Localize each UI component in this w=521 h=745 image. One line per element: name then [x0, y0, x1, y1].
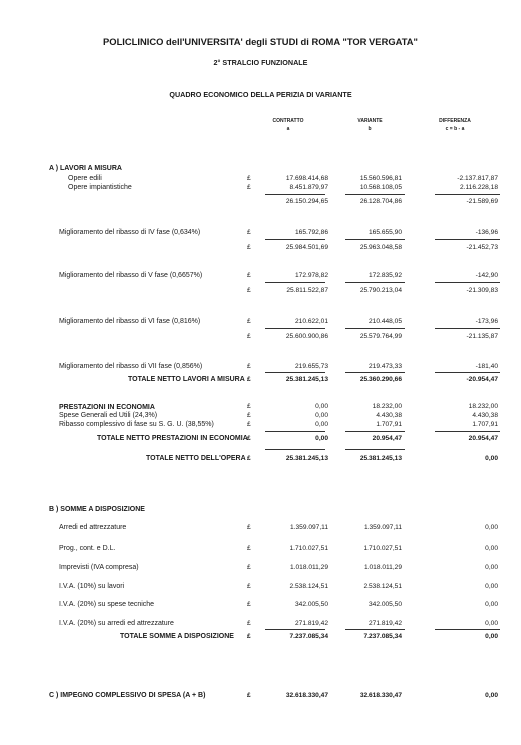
sum-rule — [435, 239, 500, 240]
row-label: I.V.A. (20%) su spese tecniche — [59, 601, 155, 608]
value-contratto: 25.984.501,69 — [285, 244, 328, 251]
sum-rule — [345, 239, 405, 240]
value-differenza: 4.430,38 — [472, 412, 498, 419]
section-a-heading: A ) LAVORI A MISURA — [49, 165, 122, 172]
value-variante: 165.655,90 — [368, 229, 402, 236]
sum-rule — [265, 629, 325, 630]
value-variante: 2.538.124,51 — [363, 583, 402, 590]
sum-rule — [435, 629, 500, 630]
value-differenza: 0,00 — [485, 601, 498, 608]
grand-total-differenza: 0,00 — [485, 692, 498, 699]
value-variante: 1.359.097,11 — [363, 524, 402, 531]
document-title: POLICLINICO dell'UNIVERSITA' degli STUDI di ROMA "TOR VERGATA" — [103, 36, 418, 47]
total-contratto: 7.237.085,34 — [289, 633, 328, 640]
row-label: Miglioramento del ribasso di V fase (0,6657%) — [59, 272, 203, 279]
row-label: Opere edili — [68, 175, 102, 182]
value-contratto: 0,00 — [315, 412, 328, 419]
currency-symbol: £ — [247, 633, 251, 640]
value-contratto: 0,00 — [315, 421, 328, 428]
currency-symbol: £ — [247, 175, 251, 182]
value-differenza: 0,00 — [485, 620, 498, 627]
value-contratto: 271.819,42 — [294, 620, 328, 627]
column-header-letter: c = b - a — [445, 126, 465, 132]
value-differenza: 0,00 — [485, 545, 498, 552]
total-differenza: 0,00 — [485, 455, 498, 462]
sum-rule — [435, 194, 500, 195]
row-label-total: TOTALE NETTO PRESTAZIONI IN ECONOMIA — [97, 435, 248, 442]
value-variante: 342.005,50 — [368, 601, 402, 608]
value-differenza: 0,00 — [485, 564, 498, 571]
currency-symbol: £ — [247, 333, 251, 340]
currency-symbol: £ — [247, 692, 251, 699]
value-contratto: 342.005,50 — [294, 601, 328, 608]
row-label-total: TOTALE SOMME A DISPOSIZIONE — [120, 633, 234, 640]
value-variante: 25.579.764,99 — [359, 333, 402, 340]
value-contratto: 172.978,82 — [294, 272, 328, 279]
column-header-label: DIFFERENZA — [439, 118, 471, 124]
total-variante: 7.237.085,34 — [363, 633, 402, 640]
column-header-letter: a — [286, 126, 290, 132]
currency-symbol: £ — [247, 363, 251, 370]
row-label: Ribasso complessivo di fase su S. G. U. (38,55%) — [59, 421, 214, 428]
currency-symbol: £ — [247, 287, 251, 294]
value-contratto: 8.451.879,97 — [289, 184, 328, 191]
currency-symbol: £ — [247, 545, 251, 552]
value-contratto: 1.359.097,11 — [289, 524, 328, 531]
total-differenza: 0,00 — [485, 633, 498, 640]
sum-rule — [265, 431, 325, 432]
total-variante: 25.381.245,13 — [359, 455, 402, 462]
column-header-label: CONTRATTO — [272, 118, 304, 124]
currency-symbol: £ — [247, 583, 251, 590]
value-differenza: 0,00 — [485, 583, 498, 590]
currency-symbol: £ — [247, 564, 251, 571]
sum-rule — [435, 431, 500, 432]
sum-rule — [265, 239, 325, 240]
value-variante: 15.560.596,81 — [359, 175, 402, 182]
table-title: QUADRO ECONOMICO DELLA PERIZIA DI VARIANTE — [169, 90, 352, 99]
value-variante: 1.707,91 — [376, 421, 402, 428]
sum-rule — [345, 372, 405, 373]
row-label: Prog., cont. e D.L. — [59, 545, 116, 552]
row-label: Arredi ed attrezzature — [59, 524, 127, 531]
value-contratto: 165.792,86 — [294, 229, 328, 236]
sum-rule — [345, 629, 405, 630]
sum-rule — [435, 372, 500, 373]
value-variante: 4.430,38 — [376, 412, 402, 419]
value-differenza: -181,40 — [475, 363, 498, 370]
currency-symbol: £ — [247, 229, 251, 236]
row-label: Miglioramento del ribasso di IV fase (0,634%) — [59, 229, 201, 236]
currency-symbol: £ — [247, 184, 251, 191]
currency-symbol: £ — [247, 403, 251, 410]
section-c-heading: C ) IMPEGNO COMPLESSIVO DI SPESA (A + B) — [49, 692, 206, 699]
value-contratto: 1.710.027,51 — [289, 545, 328, 552]
sum-rule — [435, 282, 500, 283]
value-differenza: 2.116.228,18 — [459, 184, 498, 191]
value-differenza: -21.309,83 — [466, 287, 498, 294]
value-variante: 1.018.011,29 — [363, 564, 402, 571]
currency-symbol: £ — [247, 524, 251, 531]
section-b-heading: B ) SOMME A DISPOSIZIONE — [49, 506, 145, 513]
total-differenza: 20.954,47 — [468, 435, 498, 442]
grand-total-variante: 32.618.330,47 — [359, 692, 402, 699]
value-differenza: 1.707,91 — [472, 421, 498, 428]
currency-symbol: £ — [247, 601, 251, 608]
column-header-differenza — [425, 117, 485, 133]
value-differenza: -136,96 — [475, 229, 498, 236]
sum-rule — [435, 328, 500, 329]
value-variante: 219.473,33 — [368, 363, 402, 370]
subtotal-contratto: 26.150.294,65 — [285, 198, 328, 205]
value-variante: 25.790.213,04 — [359, 287, 402, 294]
total-differenza: -20.954,47 — [466, 376, 498, 383]
sum-rule — [345, 449, 405, 450]
column-header-letter: b — [368, 126, 372, 132]
currency-symbol: £ — [247, 620, 251, 627]
value-contratto: 1.018.011,29 — [289, 564, 328, 571]
value-differenza: -21.452,73 — [466, 244, 498, 251]
value-differenza: -173,96 — [475, 318, 498, 325]
value-variante: 25.963.048,58 — [359, 244, 402, 251]
total-variante: 20.954,47 — [372, 435, 402, 442]
value-contratto: 25.600.900,86 — [285, 333, 328, 340]
value-differenza: 18.232,00 — [468, 403, 498, 410]
value-variante: 18.232,00 — [372, 403, 402, 410]
row-label: Spese Generali ed Utili (24,3%) — [59, 412, 158, 419]
sum-rule — [345, 194, 405, 195]
value-variante: 210.448,05 — [368, 318, 402, 325]
currency-symbol: £ — [247, 376, 251, 383]
section-heading: PRESTAZIONI IN ECONOMIA — [59, 404, 155, 411]
sum-rule — [345, 282, 405, 283]
value-contratto: 210.622,01 — [294, 318, 328, 325]
sum-rule — [265, 282, 325, 283]
value-contratto: 25.811.522,87 — [286, 287, 328, 294]
column-header-variante — [340, 117, 400, 133]
value-differenza: -142,90 — [475, 272, 498, 279]
row-label: Imprevisti (IVA compresa) — [59, 564, 139, 571]
row-label: Miglioramento del ribasso di VI fase (0,816%) — [59, 318, 201, 325]
sum-rule — [345, 328, 405, 329]
total-contratto: 25.381.245,13 — [285, 455, 328, 462]
currency-symbol: £ — [247, 412, 251, 419]
currency-symbol: £ — [247, 244, 251, 251]
value-contratto: 17.698.414,68 — [285, 175, 328, 182]
sum-rule — [265, 449, 325, 450]
value-differenza: -2.137.817,87 — [457, 175, 498, 182]
grand-total-contratto: 32.618.330,47 — [285, 692, 328, 699]
currency-symbol: £ — [247, 318, 251, 325]
row-label: Miglioramento del ribasso di VII fase (0,856%) — [59, 363, 203, 370]
subtotal-differenza: -21.589,69 — [466, 198, 498, 205]
value-contratto: 219.655,73 — [294, 363, 328, 370]
total-contratto: 25.381.245,13 — [285, 376, 328, 383]
value-differenza: -21.135,87 — [466, 333, 498, 340]
column-header-label: VARIANTE — [357, 118, 383, 124]
value-variante: 10.568.108,05 — [359, 184, 402, 191]
total-variante: 25.360.290,66 — [359, 376, 402, 383]
value-variante: 271.819,42 — [368, 620, 402, 627]
value-contratto: 0,00 — [315, 403, 328, 410]
row-label: I.V.A. (20%) su arredi ed attrezzature — [59, 620, 174, 627]
row-label: Opere impiantistiche — [68, 184, 132, 191]
total-contratto: 0,00 — [315, 435, 328, 442]
column-header-contratto — [258, 117, 318, 133]
value-variante: 172.835,92 — [368, 272, 402, 279]
sum-rule — [265, 194, 325, 195]
currency-symbol: £ — [247, 455, 251, 462]
currency-symbol: £ — [247, 435, 251, 442]
currency-symbol: £ — [247, 421, 251, 428]
row-label-total: TOTALE NETTO DELL'OPERA — [146, 455, 246, 462]
sum-rule — [345, 431, 405, 432]
sum-rule — [265, 372, 325, 373]
currency-symbol: £ — [247, 272, 251, 279]
value-variante: 1.710.027,51 — [363, 545, 402, 552]
value-differenza: 0,00 — [485, 524, 498, 531]
sum-rule — [265, 328, 325, 329]
row-label: I.V.A. (10%) su lavori — [59, 583, 125, 590]
value-contratto: 2.538.124,51 — [289, 583, 328, 590]
subtotal-variante: 26.128.704,86 — [359, 198, 402, 205]
document-subtitle: 2° STRALCIO FUNZIONALE — [213, 58, 308, 67]
row-label-total: TOTALE NETTO LAVORI A MISURA — [128, 376, 245, 383]
